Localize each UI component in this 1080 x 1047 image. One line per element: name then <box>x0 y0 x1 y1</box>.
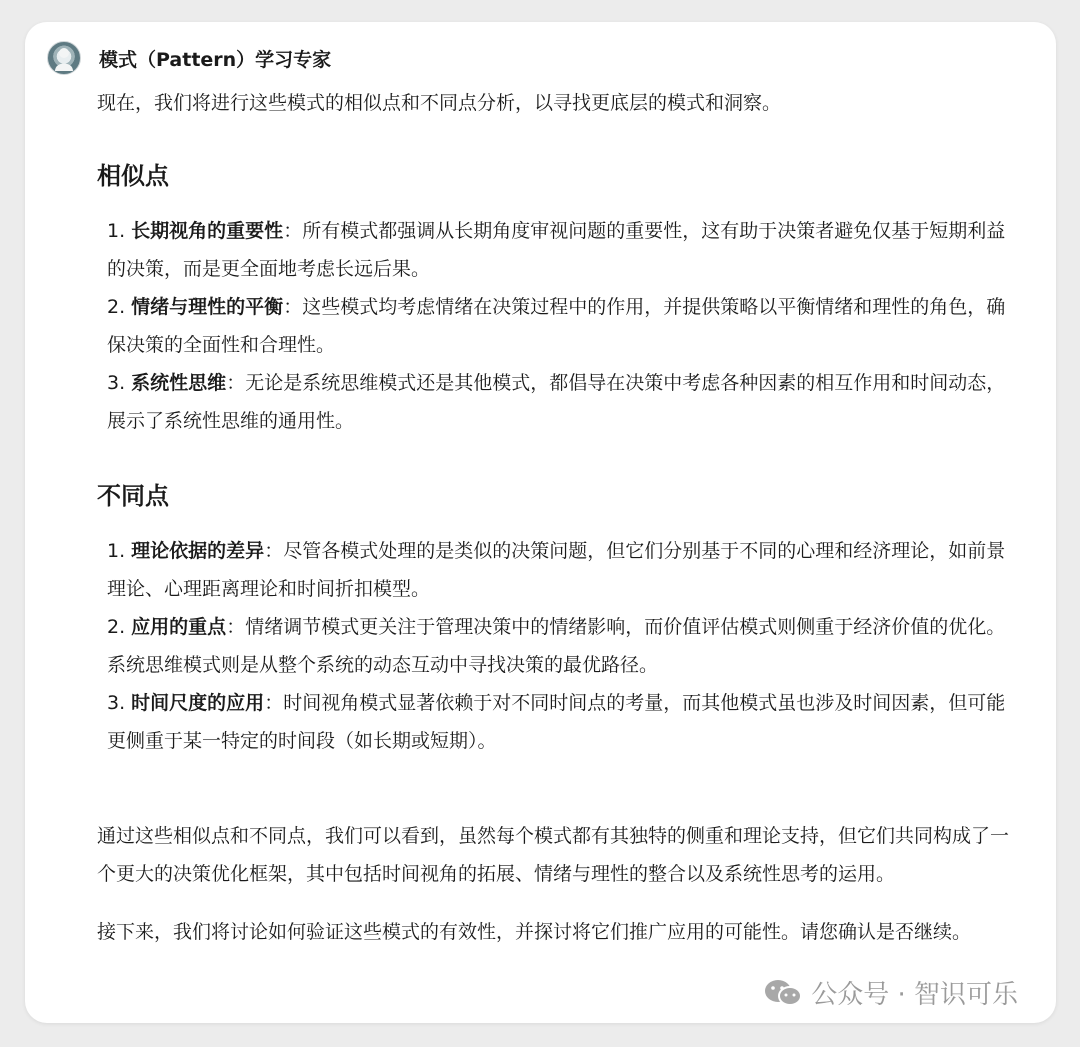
list-item <box>107 532 1017 608</box>
item-text: ：无论是系统思维模式还是其他模式，都倡导在决策中考虑各种因素的相互作用和时间动态，展示了系统性思维的通用性。 <box>107 372 1006 432</box>
avatar[interactable] <box>47 41 81 75</box>
list-item <box>107 364 1017 440</box>
author-name: 模式（Pattern）学习专家 <box>99 48 332 71</box>
item-text: ：情绪调节模式更关注于管理决策中的情绪影响，而价值评估模式则侧重于经济价值的优化。系统思维模式则是从整个系统的动态互动中寻找决策的最优路径。 <box>107 616 1006 676</box>
watermark-text: 公众号 · 智识可乐 <box>811 980 1018 1010</box>
chat-message-card <box>25 22 1056 1023</box>
similarities-list <box>97 212 1017 440</box>
item-text: ：时间视角模式显著依赖于对不同时间点的考量，而其他模式虽也涉及时间因素，但可能更侧重于某一特定的时间段（如长期或短期）。 <box>107 692 1006 752</box>
item-title: 时间尺度的应用 <box>131 692 265 714</box>
similarities-heading: 相似点 <box>97 162 169 190</box>
item-title: 理论依据的差异 <box>131 540 265 562</box>
item-number: 2. <box>107 296 132 318</box>
item-title: 应用的重点 <box>131 616 227 638</box>
list-item <box>107 288 1017 364</box>
item-number: 2. <box>107 616 132 638</box>
item-title: 情绪与理性的平衡 <box>131 296 284 318</box>
item-text: ：尽管各模式处理的是类似的决策问题，但它们分别基于不同的心理和经济理论，如前景理论、心理距离理论和时间折扣模型。 <box>107 540 1006 600</box>
list-item <box>107 608 1017 684</box>
list-item <box>107 212 1017 288</box>
item-number: 1. <box>107 220 132 242</box>
message-header <box>47 40 331 76</box>
wechat-icon <box>763 978 803 1008</box>
item-number: 3. <box>107 692 132 714</box>
differences-list <box>97 532 1017 760</box>
message-body <box>97 84 1017 951</box>
intro-paragraph: 现在，我们将进行这些模式的相似点和不同点分析，以寻找更底层的模式和洞察。 <box>97 92 782 114</box>
item-title: 系统性思维 <box>131 372 227 394</box>
watermark <box>763 974 1018 1011</box>
conclusion-paragraph: 通过这些相似点和不同点，我们可以看到，虽然每个模式都有其独特的侧重和理论支持，但它们共同构成了一个更大的决策优化框架，其中包括时间视角的拓展、情绪与理性的整合以及系统性思考的运用。 <box>97 825 1010 885</box>
item-number: 3. <box>107 372 132 394</box>
item-number: 1. <box>107 540 132 562</box>
list-item <box>107 684 1017 760</box>
differences-heading: 不同点 <box>97 482 169 510</box>
item-text: ：这些模式均考虑情绪在决策过程中的作用，并提供策略以平衡情绪和理性的角色，确保决策的全面性和合理性。 <box>107 296 1006 356</box>
item-text: ：所有模式都强调从长期角度审视问题的重要性，这有助于决策者避免仅基于短期利益的决策，而是更全面地考虑长远后果。 <box>107 220 1006 280</box>
person-icon <box>53 45 75 71</box>
next-step-paragraph: 接下来，我们将讨论如何验证这些模式的有效性，并探讨将它们推广应用的可能性。请您确认是否继续。 <box>97 921 972 943</box>
item-title: 长期视角的重要性 <box>131 220 284 242</box>
